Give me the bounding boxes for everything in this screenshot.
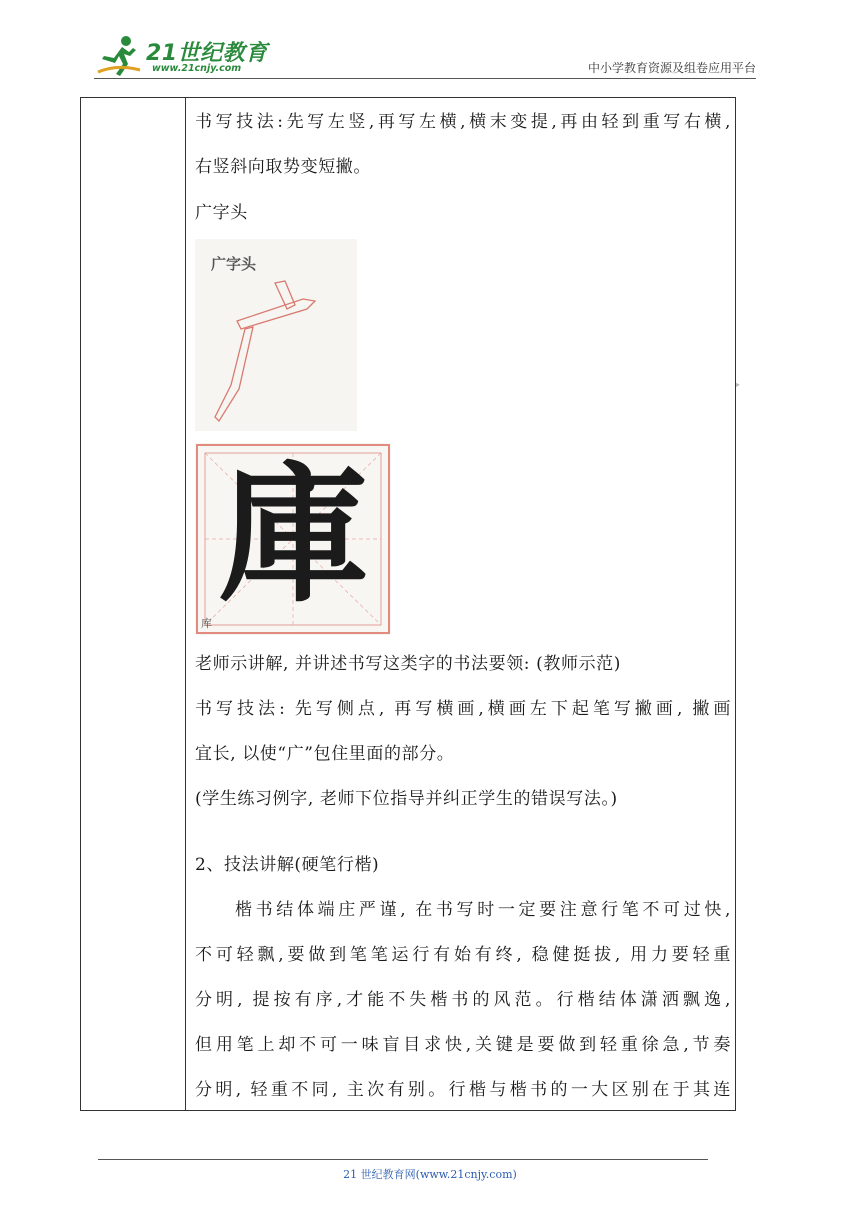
header-rule (94, 78, 756, 79)
lesson-table (80, 97, 736, 1111)
logo-brand-text: 21世纪教育 (146, 41, 268, 66)
text-line: 右竖斜向取势变短撇。 (195, 157, 371, 177)
column-divider (185, 98, 186, 1110)
text-line: 书写技法: 先写侧点, 再写横画,横画左下起笔写撇画, 撇画 (195, 699, 731, 719)
runner-logo-icon (96, 34, 142, 78)
calligraphy-character: 庫 (218, 449, 369, 623)
character-caption: 库 (201, 617, 212, 630)
stroke-figure-label: 广字头 (211, 255, 257, 273)
text-line: 不可轻飘,要做到笔笔运行有始有终, 稳健挺拔, 用力要轻重 (195, 945, 731, 965)
text-line: 楷书结体端庄严谨, 在书写时一定要注意行笔不可过快, (235, 900, 731, 920)
header-platform-text: 中小学教育资源及组卷应用平台 (587, 61, 756, 75)
text-line: (学生练习例字, 老师下位指导并纠正学生的错误写法。) (195, 789, 618, 809)
logo-url-text: www.21cnjy.com (152, 63, 242, 74)
text-line: 书写技法:先写左竖,再写左横,横末变提,再由轻到重写右横, (195, 112, 731, 132)
guang-radical-stroke-icon (195, 239, 357, 431)
text-line: 但用笔上却不可一味盲目求快,关键是要做到轻重徐急,节奏 (195, 1035, 731, 1055)
text-line: 分明, 轻重不同, 主次有别。行楷与楷书的一大区别在于其连 (195, 1080, 731, 1100)
stroke-figure (195, 239, 357, 431)
scroll-arrow-icon[interactable]: ▸ (736, 380, 741, 389)
character-grid-figure (195, 443, 391, 635)
footer-text[interactable]: 21 世纪教育网(www.21cnjy.com) (343, 1168, 517, 1181)
section-heading: 2、技法讲解(硬笔行楷) (195, 855, 380, 875)
text-line: 老师示讲解, 并讲述书写这类字的书法要领: (教师示范) (195, 654, 622, 674)
site-logo (96, 34, 266, 78)
text-line: 分明, 提按有序,才能不失楷书的风范。行楷结体潇洒飘逸, (195, 990, 731, 1010)
footer-rule (98, 1159, 708, 1160)
text-line: 广字头 (195, 203, 248, 223)
text-line: 宜长, 以使“广”包住里面的部分。 (195, 744, 455, 764)
